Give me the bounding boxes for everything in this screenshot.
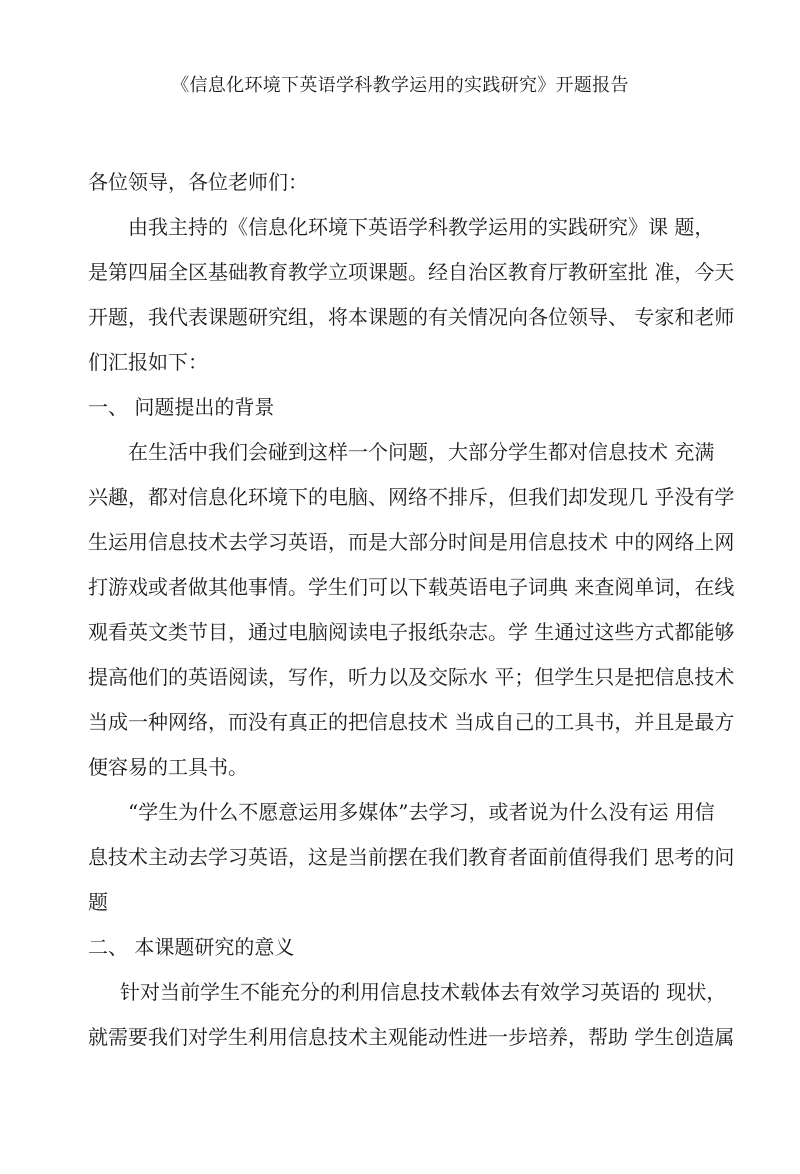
section-heading-background: 一、 问题提出的背景 (88, 395, 275, 419)
paragraph-line: 提高他们的英语阅读，写作，听力以及交际水 平；但学生只是把信息技术 (88, 665, 735, 689)
section-heading-significance: 二、 本课题研究的意义 (88, 935, 295, 959)
background-paragraph-2 (88, 790, 735, 925)
intro-line: 由我主持的《信息化环境下英语学科教学运用的实践研究》课 题， (128, 215, 715, 239)
paragraph-line: “学生为什么不愿意运用多媒体”去学习，或者说为什么没有运 用信 (128, 800, 715, 824)
paragraph-line: 题 (88, 890, 108, 914)
intro-line: 是第四届全区基础教育教学立项课题。经自治区教育厅教研室批 准，今天 (88, 260, 735, 284)
intro-paragraph (88, 205, 735, 385)
paragraph-line: 生运用信息技术去学习英语，而是大部分时间是用信息技术 中的网络上网 (88, 530, 735, 554)
paragraph-line: 当成一种网络，而没有真正的把信息技术 当成自己的工具书，并且是最方 (88, 710, 735, 734)
background-paragraph-1 (88, 430, 735, 790)
paragraph-line: 就需要我们对学生利用信息技术主观能动性进一步培养，帮助 学生创造属 (88, 1025, 735, 1049)
significance-paragraph-1 (88, 970, 735, 1060)
paragraph-line: 打游戏或者做其他事情。学生们可以下载英语电子词典 来查阅单词，在线 (88, 575, 735, 599)
paragraph-line: 观看英文类节目，通过电脑阅读电子报纸杂志。学 生通过这些方式都能够 (88, 620, 735, 644)
paragraph-line: 在生活中我们会碰到这样一个问题，大部分学生都对信息技术 充满 (128, 440, 715, 464)
document-body (88, 160, 735, 1060)
paragraph-line: 便容易的工具书。 (88, 755, 248, 779)
greeting: 各位领导，各位老师们： (88, 170, 308, 194)
paragraph-line: 息技术主动去学习英语，这是当前摆在我们教育者面前值得我们 思考的问 (88, 845, 735, 869)
paragraph-line: 兴趣，都对信息化环境下的电脑、网络不排斥，但我们却发现几 乎没有学 (88, 485, 735, 509)
intro-line: 们汇报如下： (88, 350, 208, 374)
intro-line: 开题，我代表课题研究组，将本课题的有关情况向各位领导、 专家和老师 (88, 305, 735, 329)
paragraph-line: 针对当前学生不能充分的利用信息技术载体去有效学习英语的 现状， (120, 980, 727, 1004)
document-title: 《信息化环境下英语学科教学运用的实践研究》开题报告 (171, 75, 629, 96)
